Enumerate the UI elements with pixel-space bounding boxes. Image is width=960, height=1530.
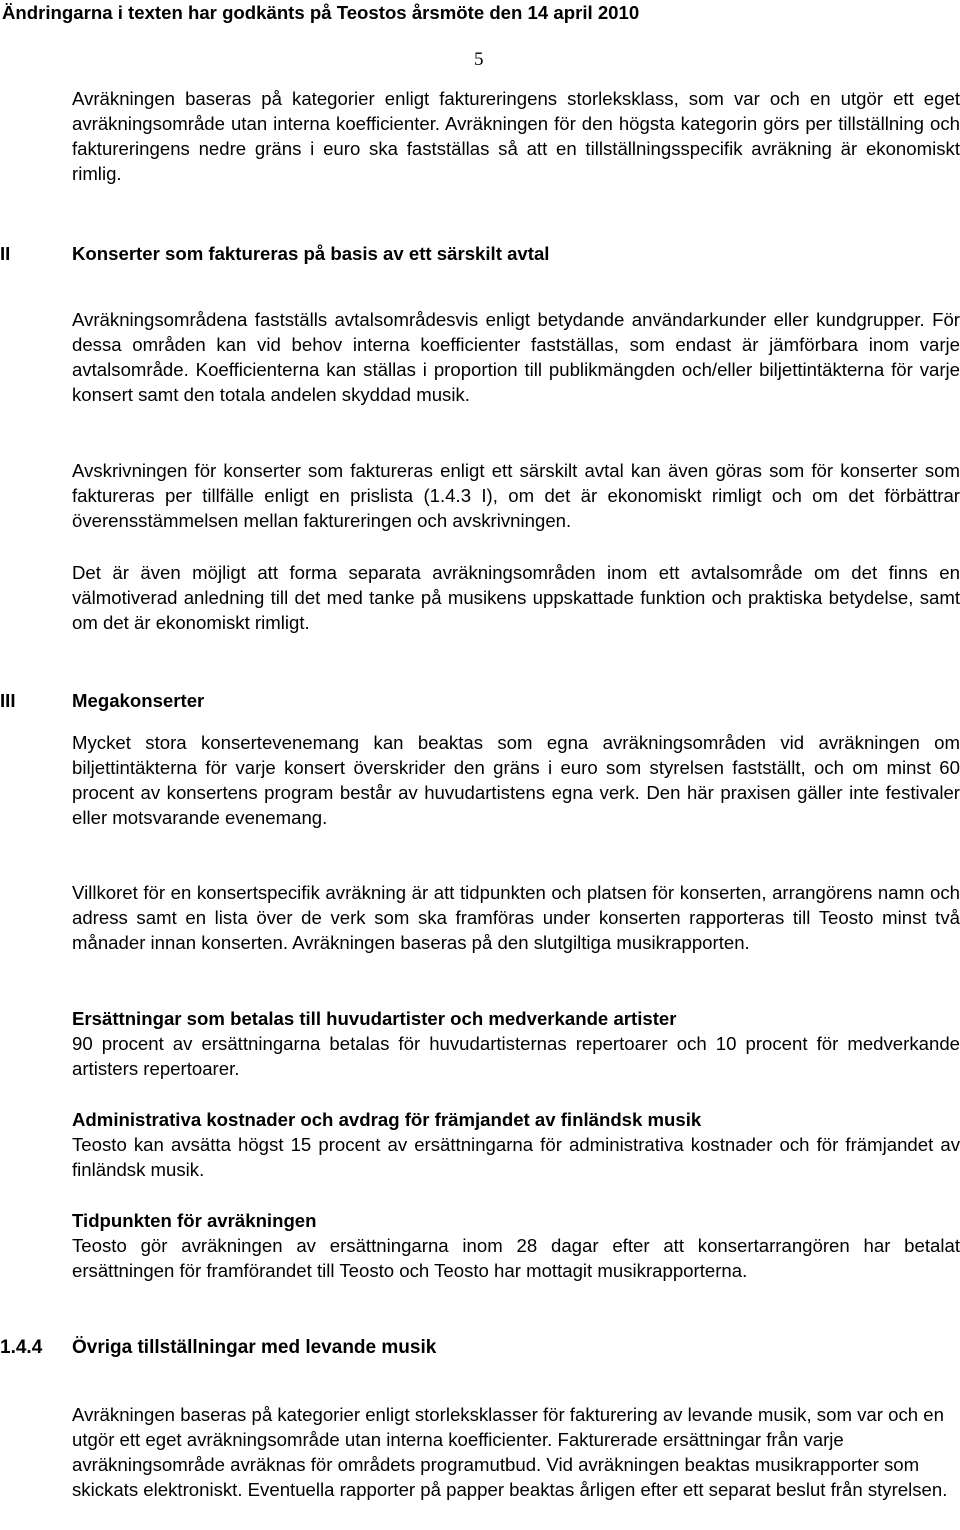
section-title-ii: Konserter som faktureras på basis av ett särskilt avtal [72, 243, 550, 264]
page-number: 5 [474, 49, 484, 70]
section-title-1-4-4: Övriga tillställningar med levande musik [72, 1337, 437, 1358]
tidpunkten-paragraph: Teosto gör avräkningen av ersättningarna inom 28 dagar efter att konsertarrangören har betalat ersättningen för framförandet till Teosto och Teosto har mottagit musikrapporterna. [72, 1235, 960, 1281]
subheading-tidpunkten: Tidpunkten för avräkningen [72, 1210, 317, 1231]
subheading-ersattningar: Ersättningar som betalas till huvudartister och medverkande artister [72, 1008, 677, 1029]
section-numeral-ii: II [0, 243, 11, 264]
ersattningar-paragraph: 90 procent av ersättningarna betalas för huvudartisternas repertoarer och 10 procent för medverkande artisters repertoarer. [72, 1033, 960, 1079]
subheading-administrativa-kostnader: Administrativa kostnader och avdrag för främjandet av finländsk musik [72, 1109, 702, 1130]
section-ii-paragraph-1: Avräkningsområdena fastställs avtalsområdesvis enligt betydande användarkunder eller kundgrupper. För dessa områden kan vid behov interna koefficienter fastställas, som endast är jämförbara inom varje avtalsområde. Koefficienterna kan ställas i proportion till publikmängden och/eller biljettintäkterna för varje konsert samt den totala andelen skyddad musik. [72, 309, 960, 405]
section-iii-paragraph-2: Villkoret för en konsertspecifik avräkning är att tidpunkten och platsen för konserten, arrangörens namn och adress samt en lista över de verk som ska framföras under konserten rapporteras till Teosto minst två månader innan konserten. Avräkningen baseras på den slutgiltiga musikrapporten. [72, 882, 960, 953]
document-header: Ändringarna i texten har godkänts på Teostos årsmöte den 14 april 2010 [2, 2, 640, 23]
section-number-1-4-4: 1.4.4 [0, 1337, 43, 1358]
section-numeral-iii: III [0, 690, 16, 711]
intro-paragraph: Avräkningen baseras på kategorier enligt faktureringens storleksklass, som var och en utgör ett eget avräkningsområde utan interna koefficienter. Avräkningen för den högsta kategorin görs per tillställning och faktureringens nedre gräns i euro ska fastställas så att en tillställningsspecifik avräkning är ekonomiskt rimlig. [72, 88, 960, 184]
section-iii-paragraph-1: Mycket stora konsertevenemang kan beaktas som egna avräkningsområden vid avräkningen om biljettintäkterna för varje konsert överskrider den gräns i euro som styrelsen fastställt, och om minst 60 procent av konsertens program består av huvudartistens egna verk. Den här praxisen gäller inte festivaler eller motsvarande evenemang. [72, 732, 960, 828]
section-title-iii: Megakonserter [72, 690, 205, 711]
section-ii-paragraph-3: Det är även möjligt att forma separata avräkningsområden inom ett avtalsområde om det finns en välmotiverad anledning till det med tanke på musikens uppskattade funktion och praktiska betydelse, samt om det är ekonomiskt rimligt. [72, 562, 960, 633]
section-1-4-4-paragraph: Avräkningen baseras på kategorier enligt storleksklasser för fakturering av levande musik, som var och en utgör ett eget avräkningsområde utan interna koefficienter. Fakturerade ersättningar från varje avräkningsområde avräknas för områdets programutbud. Vid avräkningen beaktas musikrapporter som skickats elektroniskt. Eventuella rapporter på papper beaktas årligen efter ett separat beslut från styrelsen. [72, 1404, 948, 1500]
section-ii-paragraph-2: Avskrivningen för konserter som faktureras enligt ett särskilt avtal kan även göras som för konserter som faktureras per tillfälle enligt en prislista (1.4.3 I), om det är ekonomiskt rimligt och om det förbättrar överensstämmelsen mellan faktureringen och avskrivningen. [72, 460, 960, 531]
administrativa-kostnader-paragraph: Teosto kan avsätta högst 15 procent av ersättningarna för administrativa kostnader och för främjandet av finländsk musik. [72, 1134, 960, 1180]
